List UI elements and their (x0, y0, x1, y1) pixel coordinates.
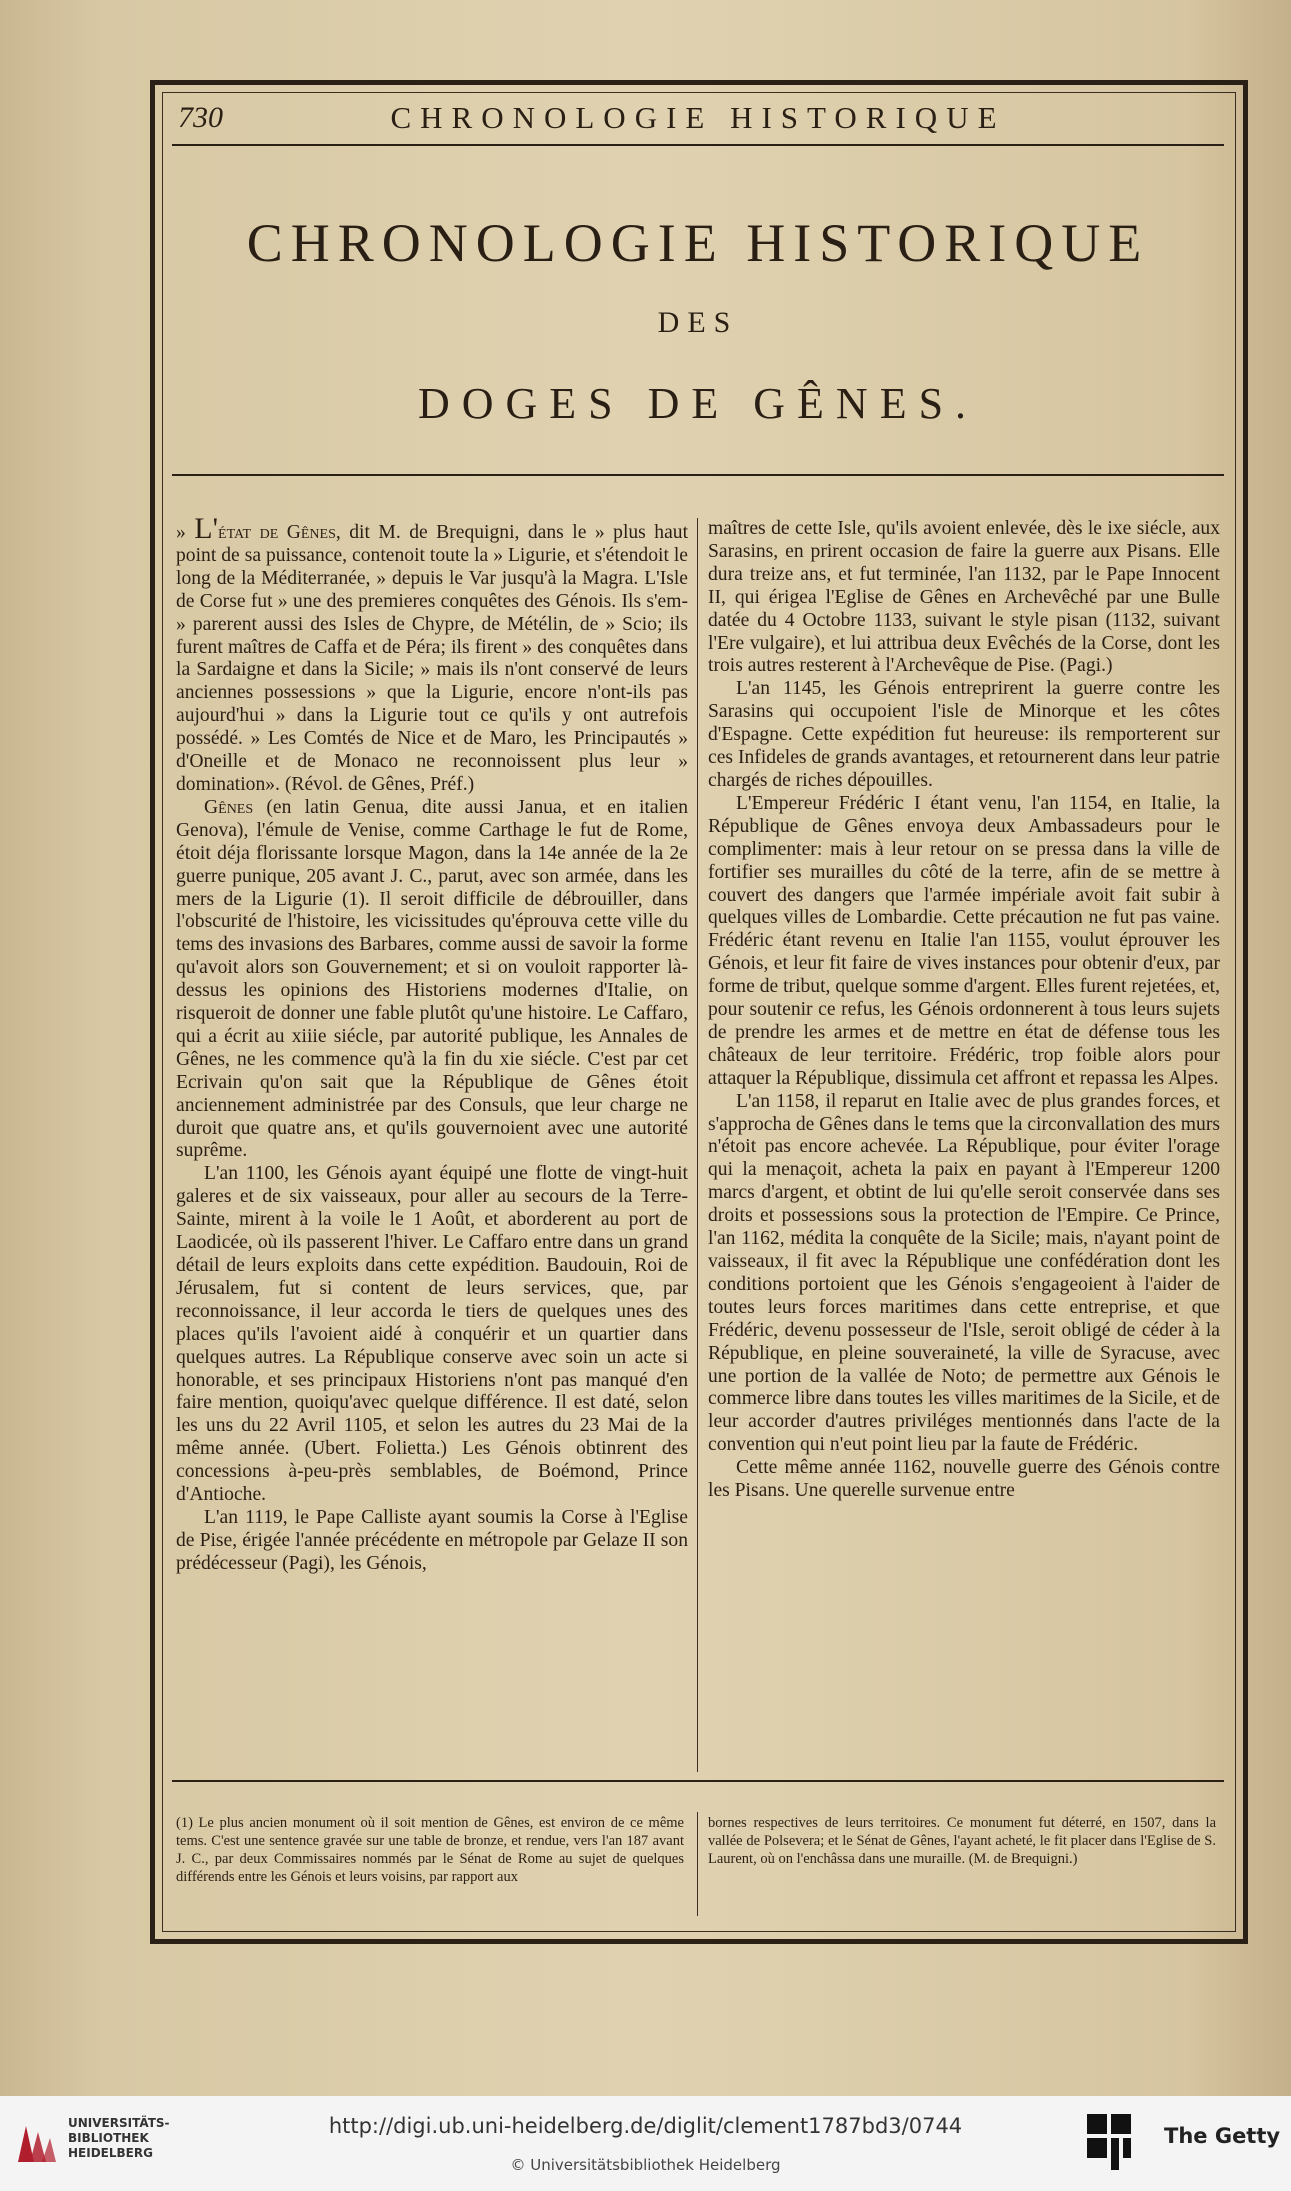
header-rule (172, 144, 1224, 146)
logo-text-line: BIBLIOTHEK (68, 2131, 149, 2145)
paragraph (176, 797, 688, 1164)
footnote-right: bornes respectives de leurs territoires. Ce monument fut déterré, en 1507, dans la vallée de Polsevera; et le Sénat de Gênes, l'ayant acheté, le fit placer dans l'Eglise de S. Laurent, où on l'enchâssa dans une muraille. (M. de Brequigni.) (708, 1815, 1216, 1867)
right-text-column (708, 518, 1220, 1768)
paragraph: L'an 1119, le Pape Calliste ayant soumis la Corse à l'Eglise de Pise, érigée l'année précédente en métropole par Gelaze II son prédécesseur (Pagi), les Génois, (176, 1506, 688, 1574)
paragraph: Cette même année 1162, nouvelle guerre des Génois contre les Pisans. Une querelle survenue entre (708, 1457, 1220, 1502)
getty-logo-icon[interactable] (1087, 2114, 1133, 2172)
page-header (172, 98, 1224, 144)
running-title: CHRONOLOGIE HISTORIQUE (390, 100, 1006, 135)
viewer-footer-bar (0, 2096, 1291, 2191)
paragraph: » L'état de Gênes, dit M. de Brequigni, dans le » plus haut point de sa puissance, contenoit toute la » Ligurie, et s'étendoit le long de la Méditerranée, » depuis le Var jusqu'à la Magra. L'Isle de Corse fut » une des premieres conquêtes des Génois. Ils s'em- » parerent aussi des Isles de Chypre, de Métélin, de » Scio; ils furent maîtres de Caffa et de Péra; ils firent » des conquêtes dans la Sardaigne et dans la Sicile; » mais ils n'ont conservé de leurs anciennes possessions » que la Ligurie, encore n'ont-ils pas aujourd'hui » dans la Ligurie tout ce qu'ils y ont autrefois possédé. » Les Comtés de Nice et de Maro, les Principautés » d'Oneille et de Monaco ne reconnoissent plus leur » domination». (Révol. de Gênes, Préf.) (176, 518, 688, 797)
title-doges: DOGES DE GÊNES. (417, 379, 979, 428)
drop-cap: L' (194, 518, 219, 545)
logo-text-line: HEIDELBERG (68, 2146, 153, 2160)
permalink-url[interactable]: http://digi.ub.uni-heidelberg.de/diglit/clement1787bd3/0744 (328, 2114, 963, 2138)
footnote-separator-rule (172, 1780, 1224, 1782)
paragraph: L'an 1145, les Génois entreprirent la guerre contre les Sarasins qui occupoient l'isle de Minorque et les côtes d'Espagne. Cette expédition fut heureuse: ils remporterent sur ces Infideles de grands avantages, et retournerent dans leur patrie chargés de riches dépouilles. (708, 678, 1220, 791)
paragraph-text: , dit M. de Brequigni, dans le » plus haut point de sa puissance, contenoit toute la » Ligurie, et s'étendoit le long de la Méditerranée, » depuis le Var jusqu'à la Magra. L'Isle de Corse fut » une des premieres conquêtes des Génois. Ils s'em- » parerent aussi des Isles de Chypre, de Métélin, de » Scio; ils furent maîtres de Caffa et de Péra; ils firent » des conquêtes dans la Sardaigne et dans la Sicile; » mais ils n'ont conservé de leurs anciennes possessions » que la Ligurie, encore n'ont-ils pas aujourd'hui » dans la Ligurie tout ce qu'ils y ont autrefois possédé. » Les Comtés de Nice et de Maro, les Principautés » d'Oneille et de Monaco ne reconnoissent plus leur » domination». (Révol. de Gênes, Préf.) (176, 522, 688, 795)
paragraph: maîtres de cette Isle, qu'ils avoient enlevée, dès le ixe siécle, aux Sarasins, en prirent occasion de faire la guerre aux Pisans. Elle dura treize ans, et fut terminée, l'an 1132, par le Pape Innocent II, qui érigea l'Eglise de Gênes en Archevêché par une Bulle datée du 4 Octobre 1133, suivant le style pisan (1132, suivant l'Ere vulgaire), et lui attribua deux Evêchés de la Corse, dont les trois autres resterent à l'Archevêque de Pise. (Pagi.) (708, 518, 1220, 677)
paragraph: L'an 1100, les Génois ayant équipé une flotte de vingt-huit galeres et de six vaisseaux, pour aller au secours de la Terre-Sainte, mirent à la voile le 1 Août, et aborderent au port de Laodicée, où ils passerent l'hiver. Le Caffaro entre dans un grand détail de leurs exploits dans cette expédition. Baudouin, Roi de Jérusalem, fut si content de leurs services, que, par reconnoissance, il leur accorda le tiers de quelques unes des places qu'ils l'avoient aidé à conquérir et un quartier dans quelques autres. La République conserve avec soin un acte si honorable, et ses principaux Historiens n'ont pas manqué d'en faire mention, quoiqu'avec quelque différence. Il est daté, selon les uns du 22 Avril 1105, et selon les autres du 23 Mai de la même année. (Ubert. Folietta.) Les Génois obtinrent des concessions à-peu-près semblables, de Boémond, Prince d'Antioche. (176, 1163, 688, 1506)
title-des: DES (657, 306, 739, 339)
paragraph: L'Empereur Frédéric I étant venu, l'an 1154, en Italie, la République de Gênes envoya deux Ambassadeurs pour le complimenter: mais à leur retour on se pressa dans la ville de fortifier ses murailles du côté de la terre, afin de se mettre à couvert des dangers que l'armée impériale avoit fait subir à quelques villes de Lombardie. Cette précaution ne fut pas vaine. Frédéric étant revenu en Italie l'an 1155, voulut éprouver les Génois, et leur fit faire de vives instances pour obtenir d'eux, par forme de tribut, quelque somme d'argent. Elles furent rejetées, et, pour soutenir ce refus, les Génois ordonnerent à tous leurs sujets de prendre les armes et de mettre en état de défense tous les châteaux de leur territoire. Frédéric, trop foible alors pour attaquer la République, dissimula cet affront et repassa les Alpes. (708, 792, 1220, 1089)
main-title: CHRONOLOGIE HISTORIQUE (246, 213, 1150, 273)
title-rule (172, 474, 1224, 476)
logo-text-line: UNIVERSITÄTS- (68, 2116, 170, 2130)
small-caps-lead: état de Gênes (218, 522, 336, 543)
footnote-left: (1) Le plus ancien monument où il soit mention de Gênes, est environ de ce même tems. C'est une sentence gravée sur une table de bronze, et rendue, vers l'an 187 avant J. C., par deux Commissaires nommés par le Sénat de Rome au sujet de quelques différends entre les Génois et leurs voisins, par rapport aux (176, 1815, 684, 1885)
getty-logo-text[interactable]: The Getty (1164, 2124, 1281, 2148)
footnote-column-divider (697, 1812, 698, 1916)
page-number: 730 (178, 101, 223, 134)
paragraph: L'an 1158, il reparut en Italie avec de plus grandes forces, et s'approcha de Gênes dans le tems que la circonvallation des murs n'étoit pas encore achevée. La République, pour éviter l'orage qui la menaçoit, acheta la paix en payant à l'Empereur 1200 marcs d'argent, et obtint de lui qu'elle seroit conservée dans ses droits et possessions sous la protection de l'Empire. Ce Prince, l'an 1162, médita la conquête de la Sicile; mais, n'ayant point de vaisseaux, il fit avec la République une confédération dont les conditions portoient que les Génois s'engageoient à l'aider de toutes leurs forces maritimes dans cette entreprise, et que Frédéric, devenu possesseur de l'Isle, seroit obligé de céder à la République, en pleine souveraineté, la ville de Syracuse, avec une portion de la vallée de Noto; de permettre aux Génois le commerce libre dans toutes les villes maritimes de la Sicile, et de leur accorder d'autres priviléges mentionnés dans l'acte de la convention qui n'eut point lieu par la faute de Frédéric. (708, 1090, 1220, 1456)
paragraph-text: (en latin Genua, dite aussi Janua, et en italien Genova), l'émule de Venise, comme Carthage le fut de Rome, étoit déja florissante lorsque Magon, dans la 14e année de la 2e guerre punique, 205 avant J. C., parut, avec son armée, dans les mers de la Ligurie (1). Il seroit difficile de débrouiller, dans l'obscurité de l'histoire, les vicissitudes qu'éprouva cette ville du tems des invasions des Barbares, comme aussi de savoir la forme qu'avoit alors son Gouvernement; et si on vouloit rapporter là-dessus les opinions des Historiens modernes d'Italie, on risqueroit de donner une fable plutôt qu'une histoire. Le Caffaro, qui a écrit au xiiie siécle, par autorité publique, les Annales de Gênes, ne les commence qu'à la fin du xie siécle. C'est par cet Ecrivain qu'on sait que la République de Gênes étoit anciennement administrée par des Consuls, que leur charge ne duroit que quatre ans, et qu'ils gouvernoient avec une autorité suprême. (176, 796, 688, 1162)
small-caps-lead: Gênes (204, 796, 254, 818)
column-divider (697, 518, 698, 1772)
copyright-notice: © Universitätsbibliothek Heidelberg (510, 2156, 781, 2174)
left-text-column (176, 518, 688, 1768)
